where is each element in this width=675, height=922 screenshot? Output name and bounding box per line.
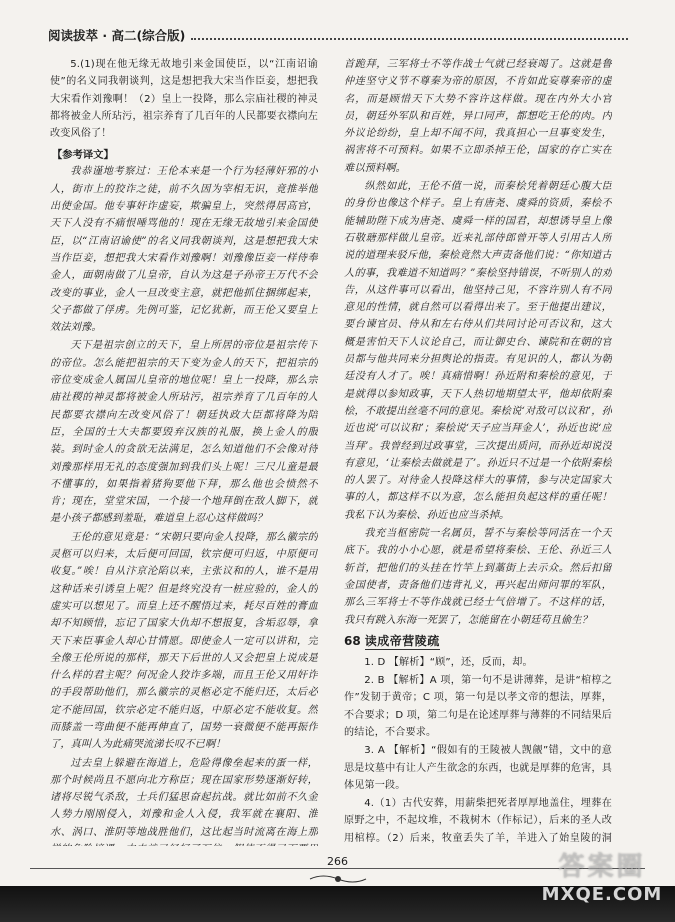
section-title: 读成帝营陵疏 (364, 633, 440, 648)
watermark-url: MXQE.COM (541, 884, 663, 905)
answer-item: 4.（1）古代安葬，用薪柴把死者厚厚地盖住，埋葬在原野之中，不起坟堆，不栽树木（作标记），后来的圣人改用棺椁。（2）后来，牧童丢失了羊，羊进入了始皇陵的洞 (344, 798, 612, 844)
translation-paragraph: 过去皇上躲避在海道上，危险得像垒起来的蛋一样，那个时候尚且不愿向北方称臣；现在国家形势逐渐好转，诸将尽锐气杀敌，士兵们猛思奋起抗战。就比如前不久金人势力刚刚侵入，刘豫和金人入侵，我军就在襄阳、淮水、涡口、淮阴等地战胜他们，这比起当时流离在海上那 (50, 757, 318, 838)
right-column (344, 56, 612, 846)
section-heading (344, 632, 612, 650)
translation-paragraph: 纵然如此，王伦不值一说，而秦桧凭着朝廷心腹大臣的身份也像这个样子。皇上有唐尧、虞舜的资质，秦桧不能辅助陛下成为唐尧、虞舜一样的国君，却想诱导皇上像石敬瑭那样做儿皇帝。近来礼部侍郎曾开等人引用古人所说的道理来驳斥他，秦桧竟然大声责备他们说：“你知道古人的事，我难道不知道吗？”秦桧坚持错误，不听别人的劝告，从这件事可以看出，他坚持己见，不容许别人有不同意见的性情，就自然可以看得出来了。至于他提出建议，要台谏官员、侍从和左右侍从们共同讨论可否议和，这大概是害怕天下人议论自己，而让御史台、谏院和在朝的官员都与他共同来分担舆论的指责。有见识的人，都认为朝廷没有人才了。唉！真痛惜啊！孙近附和秦桧的意见，于是就得以参知政事，天下人热切地期望太平，他却依附秦桧，不敢提出丝毫不同的意见。秦桧说‘对敌可以议和’，孙近也说‘可以议和’；秦桧说‘天子应当拜金人’，孙近也说‘应当拜’。我曾经到过政事堂，三次提出质问，而孙近却说没有意见，‘让秦桧去做就是了’。孙近只不过是一个依附秦桧的人罢了。对待金人投降这样大的事情，参与决定国家大事的人，都这样不以为意，怎么能担负起这样的重任呢！我私下认为秦桧、孙近也应当杀掉。 (344, 181, 612, 521)
left-column (50, 56, 318, 846)
translation-paragraph: 我充当枢密院一名属员，誓不与秦桧等同活在一个天底下。我的小小心愿，就是希望将秦桧、王伦、孙近三人斩首，把他们的头挂在竹竿上到藁街上去示众。然后扣留金国使者，责备他们违背礼义，再兴起出师问罪的军队，那么三军将士不等作战就已经士气倍增了。不这样的话，我只有跳入东海一死罢了，怎能留在小朝廷苟且偷生？ (344, 528, 612, 626)
answer-5-text: 5.(1)现在他无缘无故地引来金国使臣，以“江南诏谕使”的名义同我朝谈判，这是想把我大宋当作臣妾，想把我大宋看作刘豫啊！（2）皇上一投降，那么宗庙社稷的神灵都将被金人所玷污，祖宗养育了几百年的人民都要衣襟向左改变风俗了！ (50, 59, 318, 140)
answer-5-block (50, 56, 318, 142)
answers-block (344, 654, 612, 846)
answer-item: 2. B 【解析】A 项，第一句不是讲薄葬，是讲“棺椁之作”发韧于黄帝；C 项，第一句是以孝文帝的想法，厚葬，不合要求；D 项，第二句是在论述厚葬与薄葬的不同结果后的结论，不合要求。 (344, 675, 612, 738)
translation-paragraph: 我恭谨地考察过：王伦本来是一个行为轻薄奸邪的小人，街市上的狡诈之徒，前不久因为宰相无识，竟推举他出使金国。他专事奸诈虚妄，欺骗皇上，突然得居高官，天下人没有不痛恨唾骂他的！现在无缘无故地引来金国使臣，以“江南诏谕使”的名义同我朝谈判，这是想把我大宋当作臣妾，想把我大宋看作刘豫啊！刘豫像臣妾一样侍奉金人，面朝南做了儿皇帝，自认为这是子孙帝王万代不会改变的事业，金人一旦改变主意，就把他抓住捆绑起来，父子都做了俘虏。先例可鉴，记忆犹新，而王伦又要皇上效法刘豫。 (50, 166, 318, 334)
reference-translation-tag: 【参考译文】 (52, 149, 114, 162)
book-title: 阅读拔萃 · 高二(综合版) (48, 28, 186, 43)
translation-paragraph: 首跪拜，三军将士不等作战士气就已经衰竭了。这就是鲁仲连坚守义节不尊秦为帝的原因，不肯如此妄尊秦帝的虚名，而是顾惜天下大势不容许这样做。现在内外大小官员，朝廷外军队和百姓，异口同声，都想吃王伦的肉。内外议论纷纷，皇上却不闻不问，我真担心一旦事变发生，祸害将不可预料。如果不立即杀掉王伦，国家的存亡实在难以预料啊。 (344, 59, 612, 174)
watermark-text: 答案圈 (558, 852, 646, 882)
header-dotted-rule (191, 38, 628, 40)
translation-text-left (50, 163, 318, 846)
answer-item: 1. D 【解析】“顾”，还，反而，却。 (364, 656, 533, 668)
page-number: 266 (327, 855, 348, 868)
running-header (48, 20, 628, 44)
translation-text-right (344, 56, 612, 629)
footer-ornament-icon (308, 872, 368, 886)
section-number: 68 (344, 633, 361, 648)
answer-item: 3. A 【解析】“假如有的王陵被人觊觎”错，文中的意思是坟墓中有让人产生欲念的东西，也就是厚葬的危害，具体见第一段。 (344, 745, 612, 791)
site-watermark-logo (537, 850, 667, 920)
translation-paragraph: 王伦的意见竟是：“宋朝只要向金人投降，那么徽宗的灵柩可以归来，太后便可回国，钦宗便可归返，中原便可收复。”唉！自从汴京沦陷以来，主张议和的人，谁不是用这种话来引诱皇上呢？但是终究没有一桩应验的，金人的虚实可以想见了。而皇上还不醒悟过来，耗尽百姓的膏血却不知顾惜，忘记了国家大仇却不想报复，含垢忍辱，拿天下来臣事金人却心甘情愿。即使金人一定可以讲和，完全像王伦所说的那样，那天下后世的人又会把皇上说成是什么样的君主呢？何况金人狡诈多端，而且王伦又用奸诈的手段帮助他们，那么徽宗的灵柩必定不能归还，太后必定不能回国，钦宗必定不能归返，中原必定不能收复。然而膝盖一弯曲便不能再伸直了，国势一衰微便不能再振作了，真叫人为此痛哭流涕长叹不已啊！ (50, 531, 318, 751)
translation-paragraph: 天下是祖宗创立的天下，皇上所居的帝位是祖宗传下的帝位。怎么能把祖宗的天下变为金人的天下，把祖宗的帝位变成金人属国儿皇帝的地位呢！皇上一投降，那么宗庙社稷的神灵都将被金人所玷污，祖宗养育了几百年的人民都要衣襟向左改变风俗了！朝廷执政大臣都将降为陪臣，全国的士大夫都要毁弃汉族的礼服，换上金人的服装。到时金人的贪欲无法满足，怎么知道他们不会像对待刘豫那样用无礼的态度强加到我们头上呢！三尺儿童是最不懂事的，如果指着猪狗要他下拜，那么他也会愤然不肯；现在，堂堂宋国，一个接一个地拜倒在敌人脚下，就是小孩子都感到羞耻，难道皇上忍心这样做吗？ (50, 340, 318, 525)
